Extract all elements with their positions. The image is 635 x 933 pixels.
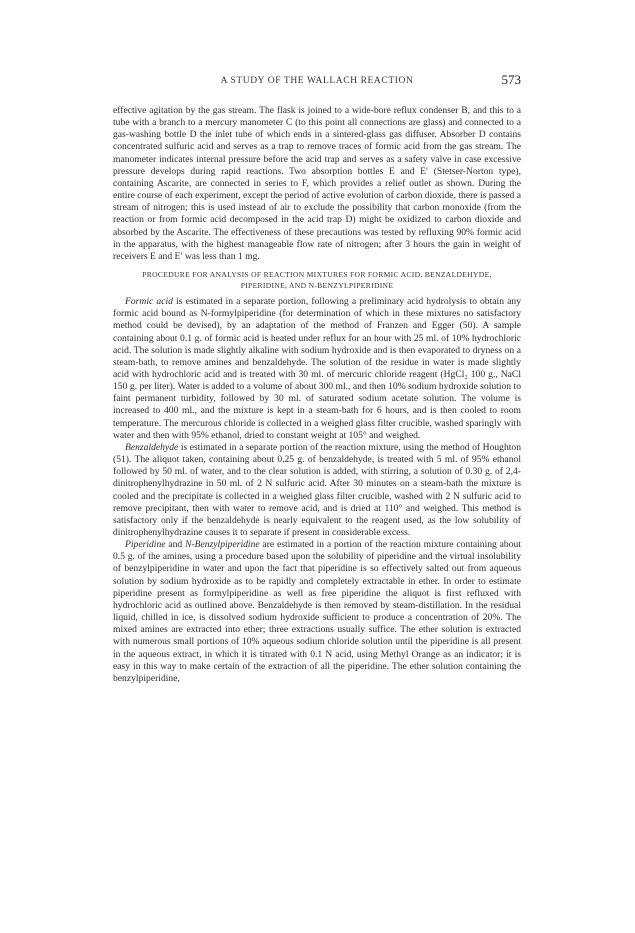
paragraph-piperidine bbox=[113, 539, 521, 685]
journal-page bbox=[113, 72, 521, 685]
text-piperidine: are estimated in a portion of the reaction mixture containing about 0.5 g. of the amines, using a procedure based upon the solubility of piperidine and the virtual insolubility of benzylpiperidine in water and upon the fact that piperidine is so effectively salted out from aqueous solution by sodium hydroxide as to be rapidly and completely extractable in ether. In order to estimate piperidine present as formylpiperidine as well as free piperidine the aliquot is first refluxed with hydrochloric acid as outlined above. Benzaldehyde is then removed by steam-distillation. In the residual liquid, chilled in ice, is dissolved sodium hydroxide sufficient to produce a concentration of 20%. The mixed amines are extracted into ether; three extractions usually suffice. The ether solution is extracted with numerous small portions of 10% aqueous sodium chloride solution until the piperidine is all present in the aqueous extract, in which it is titrated with 0.1 N acid, using Methyl Orange as an indicator; it is easy in this way to make certain of the extraction of all the piperidine. The ether solution containing the benzylpiperidine, bbox=[113, 539, 521, 684]
paragraph-apparatus: effective agitation by the gas stream. The flask is joined to a wide-bore reflux condenser B, and this to a tube with a branch to a mercury manometer C (to this point all connections are glass) and connected to a gas-washing bottle D the inlet tube of which ends in a sintered-glass gas diffuser. Absorber D contains concentrated sulfuric acid and serves as a trap to remove traces of formic acid from the gas stream. The manometer indicates internal pressure before the acid trap and serves as a safety valve in case excessive pressure develops during rapid reactions. Two absorption bottles E and E′ (Stetser-Norton type), containing Ascarite, are connected in series to F, which provides a relief outlet as shown. During the entire course of each experiment, except the period of active evolution of carbon dioxide, there is passed a stream of nitrogen; this is used instead of air to exclude the possibility that carbon monoxide (from the reaction or from formic acid decomposed in the acid trap D) might be oxidized to carbon dioxide and absorbed by the Ascarite. The effectiveness of these precautions was tested by refluxing 90% formic acid in the apparatus, with the highest manageable flow rate of nitrogen; after 3 hours the gain in weight of receivers E and E′ was less than 1 mg. bbox=[113, 105, 521, 262]
text-and: and bbox=[165, 539, 186, 551]
section-heading-line-1: PROCEDURE FOR ANALYSIS OF REACTION MIXTURES FOR FORMIC ACID, BENZALDEHYDE, bbox=[142, 270, 492, 280]
section-heading-line-2: PIPERIDINE, AND N-BENZYLPIPERIDINE bbox=[240, 280, 394, 290]
lead-piperidine: Piperidine bbox=[125, 539, 166, 551]
text-formic-acid: is estimated in a separate portion, following a preliminary acid hydrolysis to obtain any formic acid bound as N-formylpiperidine (for determination of which in these mixtures no satisfactory method could be devised), by an adaptation of the method of Franzen and Egger (50). A sample containing about 0.1 g. of formic acid is heated under reflux for an hour with 25 ml. of 10% hydrochloric acid. The solution is made slightly alkaline with sodium hydroxide and is then evaporated to dryness on a steam-bath, to remove amines and benzaldehyde. The solution of the residue in water is made slightly acid with hydrochloric acid and is treated with 30 ml. of mercuric chloride reagent (HgCl₂ 100 g., NaCl 150 g. per liter). Water is added to a volume of about 300 ml., and then 10% sodium hydroxide solution to faint permanent turbidity, followed by 30 ml. of saturated sodium acetate solution. The volume is increased to 400 ml., and the mixture is kept in a steam-bath for 6 hours, and is then cooled to room temperature. The mercurous chloride is collected in a weighed glass filter crucible, washed sparingly with water and then with 95% ethanol, dried to constant weight at 105° and weighed. bbox=[113, 296, 521, 441]
section-heading bbox=[113, 270, 521, 291]
lead-benzaldehyde: Benzaldehyde bbox=[125, 441, 179, 453]
page-number: 573 bbox=[501, 72, 521, 87]
text-benzaldehyde: is estimated in a separate portion of the reaction mixture, using the method of Houghton (51). The aliquot taken, containing about 0.25 g. of benzaldehyde, is treated with 5 ml. of 95% ethanol followed by 50 ml. of water, and to the clear solution is added, with stirring, a solution of 0.30 g. of 2,4-dinitrophenylhydrazine in 50 ml. of 2 N sulfuric acid. After 30 minutes on a steam-bath the mixture is cooled and the precipitate is collected in a weighed glass filter crucible, washed with 2 N sulfuric acid to remove precipitant, then with water to remove acid, and is dried at 110° and weighed. This method is satisfactory only if the benzaldehyde is nearly equivalent to the reagent used, as the low solubility of dinitrophenylhydrazine causes it to separate if present in considerable excess. bbox=[113, 441, 521, 538]
paragraph-benzaldehyde bbox=[113, 442, 521, 539]
lead-formic-acid: Formic acid bbox=[125, 296, 173, 308]
lead-benzylpiperidine: N-Benzylpiperidine bbox=[185, 539, 260, 551]
article-body bbox=[113, 105, 521, 685]
running-title: A STUDY OF THE WALLACH REACTION bbox=[220, 76, 414, 86]
running-head bbox=[113, 72, 521, 92]
paragraph-formic-acid bbox=[113, 296, 521, 442]
